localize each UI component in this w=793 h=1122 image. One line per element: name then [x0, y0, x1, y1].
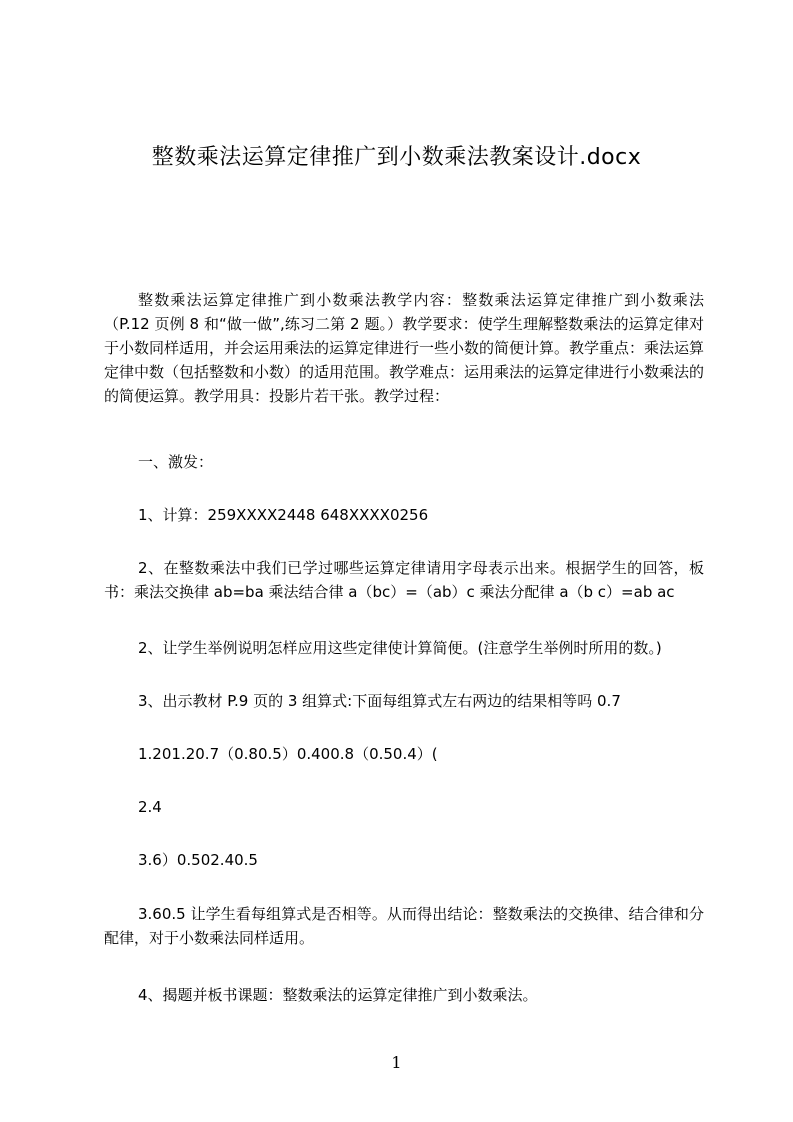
- paragraph-topic: 4、揭题并板书课题：整数乘法的运算定律推广到小数乘法。: [138, 986, 538, 1004]
- paragraph-section-heading: 一、激发：: [138, 453, 214, 471]
- paragraph-conclusion: 3.60.5 让学生看每组算式是否相等。从而得出结论：整数乘法的交换律、结合律和分配律，对于小数乘法同样适用。: [104, 905, 704, 947]
- paragraph-expression-3: 3.6）0.502.40.5: [138, 851, 258, 869]
- document-title: 整数乘法运算定律推广到小数乘法教案设计.docx: [151, 145, 642, 170]
- paragraph-expression-2: 2.4: [138, 798, 162, 816]
- paragraph-operation-laws: 2、在整数乘法中我们已学过哪些运算定律请用字母表示出来。根据学生的回答，板书：乘法交换律 ab=ba 乘法结合律 a（bc）=（ab）c 乘法分配律 a（b c）=ab ac: [104, 559, 704, 601]
- paragraph-expression-1: 1.201.20.7（0.80.5）0.400.8（0.50.4）(: [138, 745, 438, 763]
- page-number: 1: [391, 1053, 402, 1072]
- paragraph-examples: 2、让学生举例说明怎样应用这些定律使计算简便。(注意学生举例时所用的数。): [138, 639, 662, 657]
- paragraph-intro: 整数乘法运算定律推广到小数乘法教学内容：整数乘法运算定律推广到小数乘法（P.12 页例 8 和“做一做”,练习二第 2 题。）教学要求：使学生理解整数乘法的运算定律对于小数同样适用，并会运用乘法的运算定律进行一些小数的简便计算。教学重点：乘法运算定律中数（包括整数和小数）的适用范围。教学难点：运用乘法的运算定律进行小数乘法的的简便运算。教学用具：投影片若干张。教学过程：: [104, 291, 705, 405]
- paragraph-textbook: 3、出示教材 P.9 页的 3 组算式:下面每组算式左右两边的结果相等吗 0.7: [138, 692, 621, 710]
- paragraph-calculation: 1、计算：259XXXX2448 648XXXX0256: [138, 506, 429, 524]
